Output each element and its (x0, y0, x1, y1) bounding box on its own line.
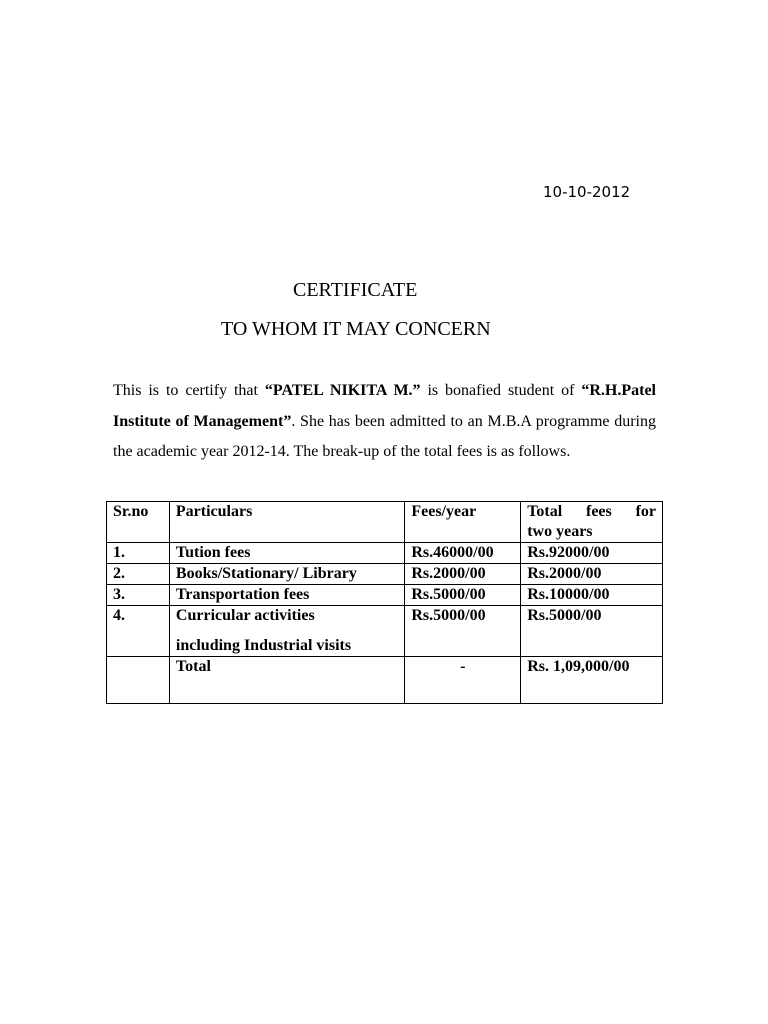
row-particulars: Tution fees (169, 543, 404, 564)
certificate-date: 10-10-2012 (543, 183, 631, 201)
certificate-title: CERTIFICATE (293, 279, 418, 301)
table-row (107, 564, 663, 585)
row-srno: 4. (107, 606, 170, 657)
row-fees-year: Rs.5000/00 (405, 585, 521, 606)
student-name: “PATEL NIKITA M.” (264, 382, 421, 399)
header-fees-year: Fees/year (405, 502, 521, 543)
row-particulars-line1: Curricular activities (175, 607, 315, 624)
header-total-line2: two years (527, 523, 593, 540)
certificate-subtitle: TO WHOM IT MAY CONCERN (221, 318, 491, 340)
table-header-row (107, 502, 663, 543)
total-srno (107, 657, 170, 704)
table-row (107, 585, 663, 606)
header-srno: Sr.no (107, 502, 170, 543)
row-fees-year: Rs.5000/00 (405, 606, 521, 657)
paragraph-intro: This is to certify that (113, 382, 265, 399)
table-row (107, 543, 663, 564)
row-srno: 2. (107, 564, 170, 585)
total-label: Total (169, 657, 404, 704)
table-row (107, 606, 663, 657)
paragraph-end: . She has been admitted to an M.B.A programme during the academic year 2012-14. The break-up of the total fees is as follows. (113, 412, 657, 460)
total-amount: Rs. 1,09,000/00 (521, 657, 663, 704)
fees-table (106, 501, 663, 704)
institute-name: “R.H.Patel Institute of Management” (113, 382, 656, 430)
row-total: Rs.10000/00 (521, 585, 663, 606)
header-total-fees (521, 502, 663, 543)
row-total: Rs.92000/00 (521, 543, 663, 564)
row-particulars: Transportation fees (169, 585, 404, 606)
certificate-paragraph (113, 376, 656, 468)
row-particulars (169, 606, 404, 657)
paragraph-middle: is bonafied student of (420, 382, 582, 399)
row-fees-year: Rs.2000/00 (405, 564, 521, 585)
row-particulars-line2: including Industrial visits (175, 637, 352, 654)
row-total: Rs.2000/00 (521, 564, 663, 585)
header-particulars: Particulars (169, 502, 404, 543)
row-srno: 3. (107, 585, 170, 606)
row-srno: 1. (107, 543, 170, 564)
table-total-row (107, 657, 663, 704)
header-total-line1: Total fees for (527, 503, 656, 520)
row-fees-year: Rs.46000/00 (405, 543, 521, 564)
row-particulars: Books/Stationary/ Library (169, 564, 404, 585)
row-total: Rs.5000/00 (521, 606, 663, 657)
total-fees-year: - (405, 657, 521, 704)
